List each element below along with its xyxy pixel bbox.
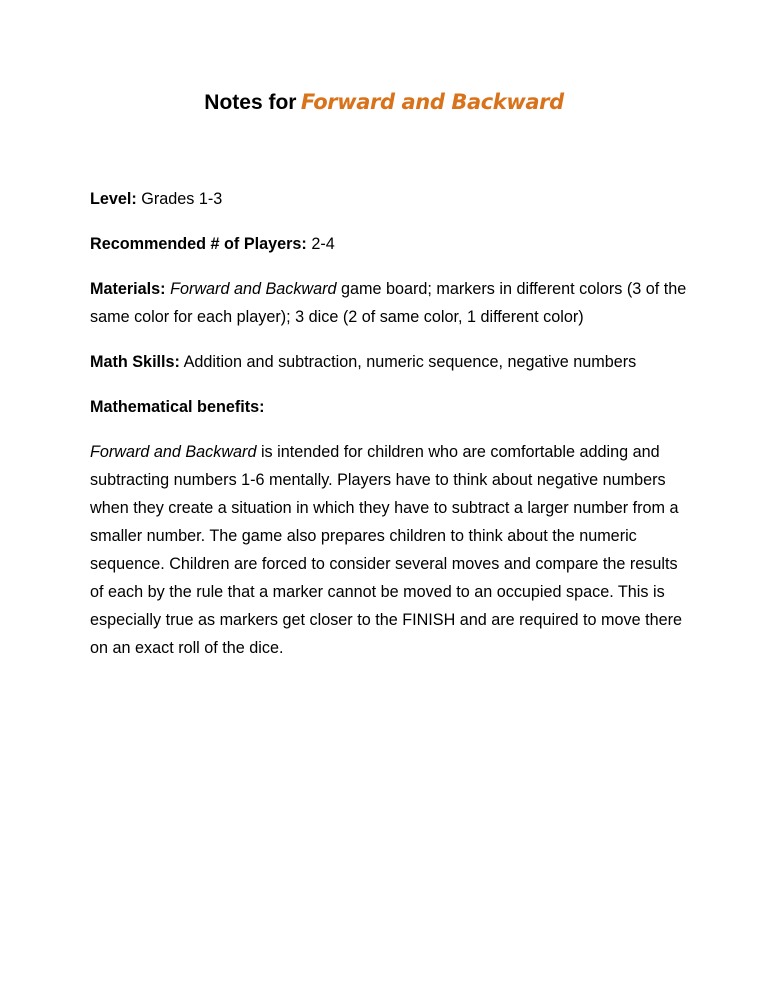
math-skills-value: Addition and subtraction, numeric sequence, negative numbers bbox=[183, 353, 637, 371]
title-prefix: Notes for bbox=[204, 91, 297, 114]
level-label: Level: bbox=[90, 190, 137, 208]
materials-label: Materials: bbox=[90, 280, 166, 298]
notes-content bbox=[90, 185, 690, 679]
math-skills-label: Math Skills: bbox=[90, 353, 180, 371]
players-label: Recommended # of Players: bbox=[90, 235, 307, 253]
page-title bbox=[0, 90, 768, 115]
materials-value: game board; markers in different colors (3 of the same color for each player); 3 dice (2 of same color, 1 different color) bbox=[90, 280, 687, 326]
benefits-heading-paragraph bbox=[90, 393, 690, 421]
benefits-heading: Mathematical benefits: bbox=[90, 398, 265, 416]
math-skills-paragraph bbox=[90, 348, 690, 376]
level-paragraph bbox=[90, 185, 690, 213]
materials-game-name: Forward and Backward bbox=[170, 280, 337, 298]
benefits-paragraph bbox=[90, 438, 690, 662]
materials-paragraph bbox=[90, 275, 690, 331]
title-game-name: Forward and Backward bbox=[300, 90, 564, 114]
level-value: Grades 1-3 bbox=[141, 190, 223, 208]
players-paragraph bbox=[90, 230, 690, 258]
benefits-game-name: Forward and Backward bbox=[90, 443, 257, 461]
players-value: 2-4 bbox=[311, 235, 335, 253]
benefits-text: is intended for children who are comfortable adding and subtracting numbers 1-6 mentally. Players have to think about negative numbers when they create a situation in which they have to subtract a larger number from a smaller number. The game also prepares children to think about the numeric sequence. Children are forced to consider several moves and compare the results of each by the rule that a marker cannot be moved to an occupied space. This is especially true as markers get closer to the FINISH and are required to move there on an exact roll of the dice. bbox=[90, 443, 683, 657]
